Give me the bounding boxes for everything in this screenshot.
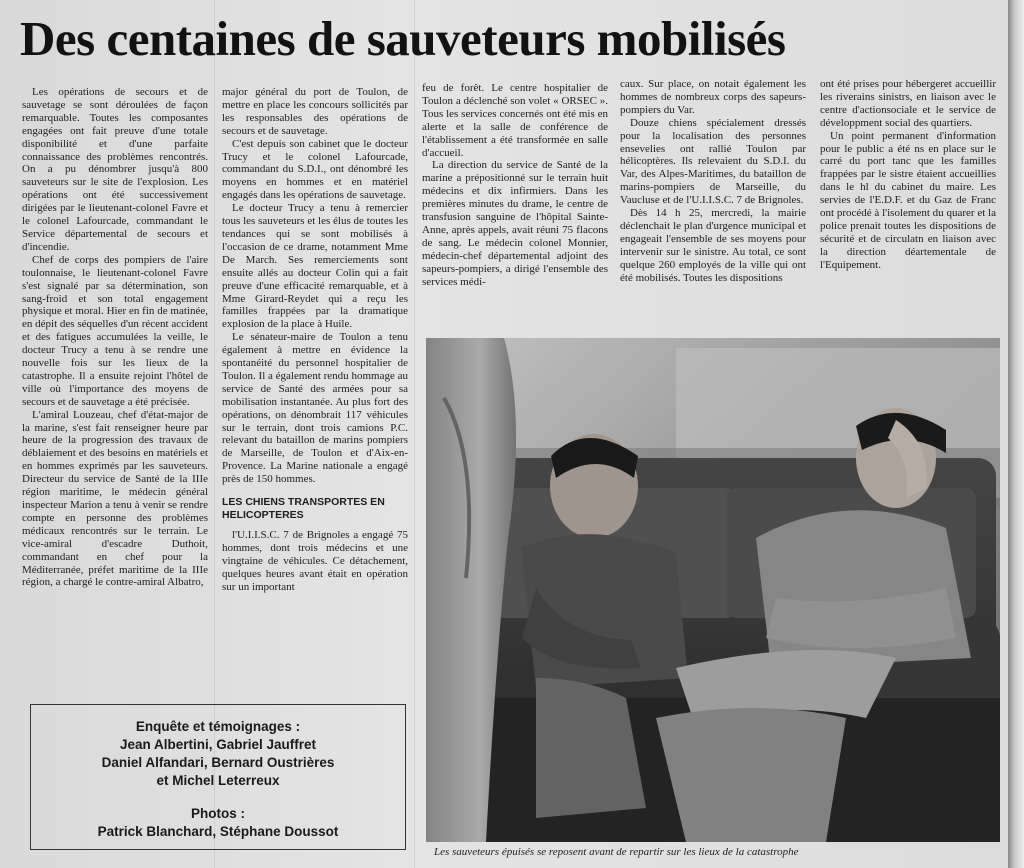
paragraph: ont été prises pour hébergeret accueillir les riverains sinistrs, en liaison avec le centre d'actionsociale et le service de développment social des quartiers. bbox=[820, 78, 996, 129]
article-column-4 bbox=[620, 78, 806, 340]
credits-title: Enquête et témoignages : bbox=[135, 719, 301, 734]
paragraph: major général du port de Toulon, de mettre en place les concours sollicités par les responsables des opérations de secours et de sauvetage. bbox=[222, 86, 408, 137]
paragraph: Le docteur Trucy a tenu à remercier tous les sauveteurs et les élus de toutes les tendances qui se sont mobilisés à l'occasion de ce drame, notamment Mme De March. Ses remerciements sont ensuite allés au docteur Colin qui a fait preuve d'une efficacité remarquable, et à Mme Girard-Reydet qui a reçu les familles frappées par la dramatique explosion de la place à Huile. bbox=[222, 202, 408, 331]
photo-rescuers-resting bbox=[426, 338, 1000, 842]
spacer bbox=[31, 790, 405, 805]
article-column-1 bbox=[22, 86, 208, 690]
credits-box bbox=[30, 704, 406, 850]
credits-authors: et Michel Leterreux bbox=[156, 773, 280, 788]
paragraph: Dès 14 h 25, mercredi, la mairie déclenchait le plan d'urgence municipal et engageait l'ensemble de ses moyens pour intervenir sur le sinistre. Au total, ce sont quelque 260 employés de la ville qui ont été mobilisés. Toutes les dispositions bbox=[620, 207, 806, 284]
paragraph: L'amiral Louzeau, chef d'état-major de la marine, s'est fait renseigner heure par heure de la progression des travaux de déblaiement et des besoins en matériels et en hommes exprimés par les sauveteurs. Directeur du service de Santé de la IIIe région maritime, le médecin général inspecteur Marion a tenu à venir se rendre compte en personne des problèmes médicaux rencontrés sur le terrain. Le vice-amiral d'escadre Duthoit, commandant en chef pour la Méditerranée, préfet maritime de la IIIe région, a chargé le contre-amiral Albatro, bbox=[22, 408, 208, 589]
paragraph: C'est depuis son cabinet que le docteur Trucy et le colonel Lafourcade, commandant du S.D.I., ont dénombré les moyens en hommes et en matériel engagés dans les opérations de sauvetage. bbox=[222, 137, 408, 202]
headline: Des centaines de sauveteurs mobilisés bbox=[20, 11, 786, 66]
photo-two-rescuers-resting-on-sofa-icon bbox=[426, 338, 1000, 842]
page-edge bbox=[1008, 0, 1024, 868]
paragraph: Douze chiens spécialement dressés pour la localisation des personnes ensevelies ont rallié Toulon par hélicoptères. Ils relevaient du S.D.I. du Var, des Alpes-Maritimes, du bataillon de marins-pompiers de Marseille, du Vaucluse et de l'U.I.I.S.C. 7 de Brignoles. bbox=[620, 116, 806, 207]
paragraph: caux. Sur place, on notait également les hommes de nombreux corps des sapeurs-pompiers du Var. bbox=[620, 78, 806, 116]
article-column-2 bbox=[222, 86, 408, 690]
article-column-5 bbox=[820, 78, 996, 328]
article-column-3 bbox=[422, 82, 608, 340]
paragraph: Le sénateur-maire de Toulon a tenu également à mettre en évidence la spontanéité du personnel hospitalier de Toulon. Il a également rendu hommage au service de Santé des armées pour sa mobilisation instantanée. Au plus fort des opérations, on dénombrait 117 véhicules sur le terrain, dont trois camions P.C. relevant du bataillon de marins pompiers de Marseille, de Toulon et d'Aix-en-Provence. La Marine nationale a engagé près de 150 hommes. bbox=[222, 331, 408, 486]
paragraph: feu de forêt. Le centre hospitalier de Toulon a déclenché son volet « ORSEC ». Tous les services concernés ont été mis en alerte et la salle de conférence de l'établissement a été transformée en salle d'accueil. bbox=[422, 82, 608, 159]
subheading: LES CHIENS TRANSPORTES EN HELICOPTERES bbox=[222, 496, 385, 521]
photo-caption: Les sauveteurs épuisés se reposent avant de repartir sur les lieux de la catastrophe bbox=[434, 846, 799, 858]
column-gutter bbox=[414, 0, 415, 868]
paragraph: Un point permanent d'information pour le public a été ns en place sur le carré du port tanc que les familles frappées par le sistre étaient accueillies dans le hl du cabinet du maire. Les servies de l'E.D.F. et du Gaz de Franc ont procédé à l'isolement du quarer et la police prenait toutes les dispositions de sécurité et de circulatn en liaison avec la direction déartementale de l'Equipement. bbox=[820, 129, 996, 271]
photos-title: Photos : bbox=[191, 806, 245, 821]
paragraph: Les opérations de secours et de sauvetage se sont déroulées de façon remarquable. Toutes les composantes engagées ont fait preuve d'une totale disponibilité et d'une parfaite connaissance des problèmes rencontrés. On a pu dénombrer jusqu'à 800 sauveteurs sur le site de l'explosion. Les opérations ont été successivement dirigées par le lieutenant-colonel Favre et le colonel Lafourcade, commandant le Service départemental de secours et d'incendie. bbox=[22, 86, 208, 253]
paragraph: l'U.I.I.S.C. 7 de Brignoles a engagé 75 hommes, dont trois médecins et une vingtaine de véhicules. Ce détachement, quelques heures avant était en opération sur un important bbox=[222, 529, 408, 593]
credits-authors: Jean Albertini, Gabriel Jauffret bbox=[119, 737, 317, 752]
paragraph: Chef de corps des pompiers de l'aire toulonnaise, le lieutenant-colonel Favre s'est signalé par sa détermination, son sang-froid et son total engagement physique et moral. Hier en fin de matinée, en dépit des séquelles d'un récent accident et des fatigues accumulées la veille, le docteur Trucy a tenu à se rendre une nouvelle fois sur les lieux de la catastrophe. Il a ensuite rejoint l'hôtel de ville où l'importance des moyens de secours et de sauvetage a été précisée. bbox=[22, 253, 208, 408]
paragraph: La direction du service de Santé de la marine a prépositionné sur le terrain huit médecins et dix infirmiers. Dans les premières minutes du drame, le centre de transfusion sanguine de l'hôpital Sainte-Anne, après appels, avait réuni 75 flacons de sang. Le médecin colonel Monnier, médecin-chef départemental adjoint des sapeurs-pompiers, a dirigé l'ensemble des services médi- bbox=[422, 159, 608, 288]
credits-authors: Daniel Alfandari, Bernard Oustrières bbox=[101, 755, 335, 770]
photos-authors: Patrick Blanchard, Stéphane Doussot bbox=[97, 824, 339, 839]
